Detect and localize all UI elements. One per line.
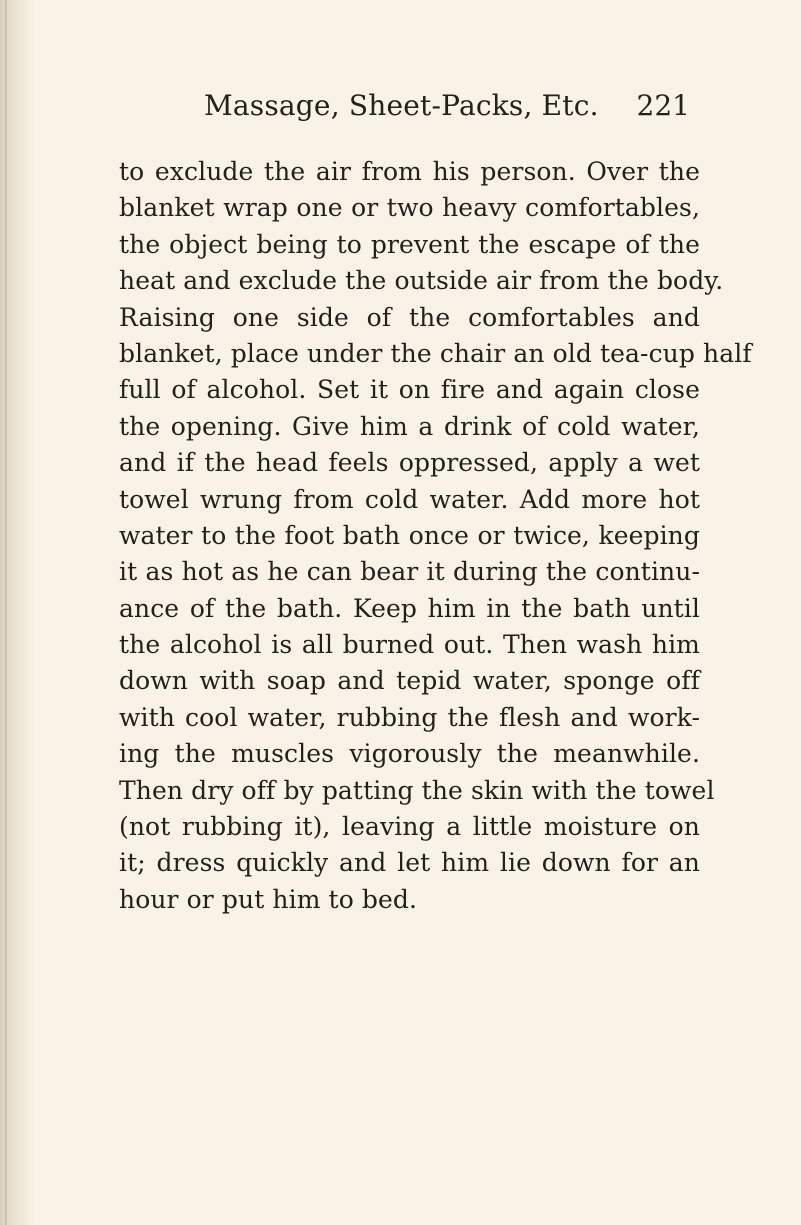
page-gutter-shadow — [0, 0, 36, 1225]
text-line: to exclude the air from his person. Over the — [119, 157, 700, 186]
text-line: down with soap and tepid water, sponge off — [119, 666, 700, 696]
text-line: it; dress quickly and let him lie down for an — [119, 848, 700, 878]
text-line: and if the head feels oppressed, apply a wet — [119, 448, 700, 478]
page-number: 221 — [636, 89, 690, 122]
text-line: (not rubbing it), leaving a little moisture on — [119, 812, 700, 842]
text-line: blanket wrap one or two heavy comfortables, — [119, 193, 700, 223]
text-line: ance of the bath. Keep him in the bath until — [119, 593, 700, 623]
text-line: ing the muscles vigorously the meanwhile. — [119, 739, 700, 769]
text-line: it as hot as he can bear it during the continu- — [119, 557, 700, 587]
text-line: the object being to prevent the escape of the — [119, 229, 700, 259]
text-line-last: hour or put him to bed. — [119, 884, 418, 914]
text-line: with cool water, rubbing the flesh and work- — [119, 702, 700, 732]
text-line: the opening. Give him a drink of cold water, — [119, 411, 700, 441]
binding-edge-line — [5, 0, 7, 1225]
body-text — [119, 154, 752, 918]
text-line: blanket, place under the chair an old tea-cup half — [119, 338, 752, 368]
text-line: towel wrung from cold water. Add more hot — [119, 484, 700, 514]
text-line: Raising one side of the comfortables and — [119, 302, 700, 332]
text-line: Then dry off by patting the skin with the towel — [119, 775, 715, 805]
text-line: heat and exclude the outside air from the body. — [119, 266, 724, 296]
text-line: full of alcohol. Set it on fire and again close — [119, 375, 700, 405]
text-line: water to the foot bath once or twice, keeping — [119, 520, 700, 550]
text-line: the alcohol is all burned out. Then wash him — [119, 630, 700, 660]
running-head — [190, 86, 690, 126]
running-head-title: Massage, Sheet-Packs, Etc. — [204, 89, 599, 122]
